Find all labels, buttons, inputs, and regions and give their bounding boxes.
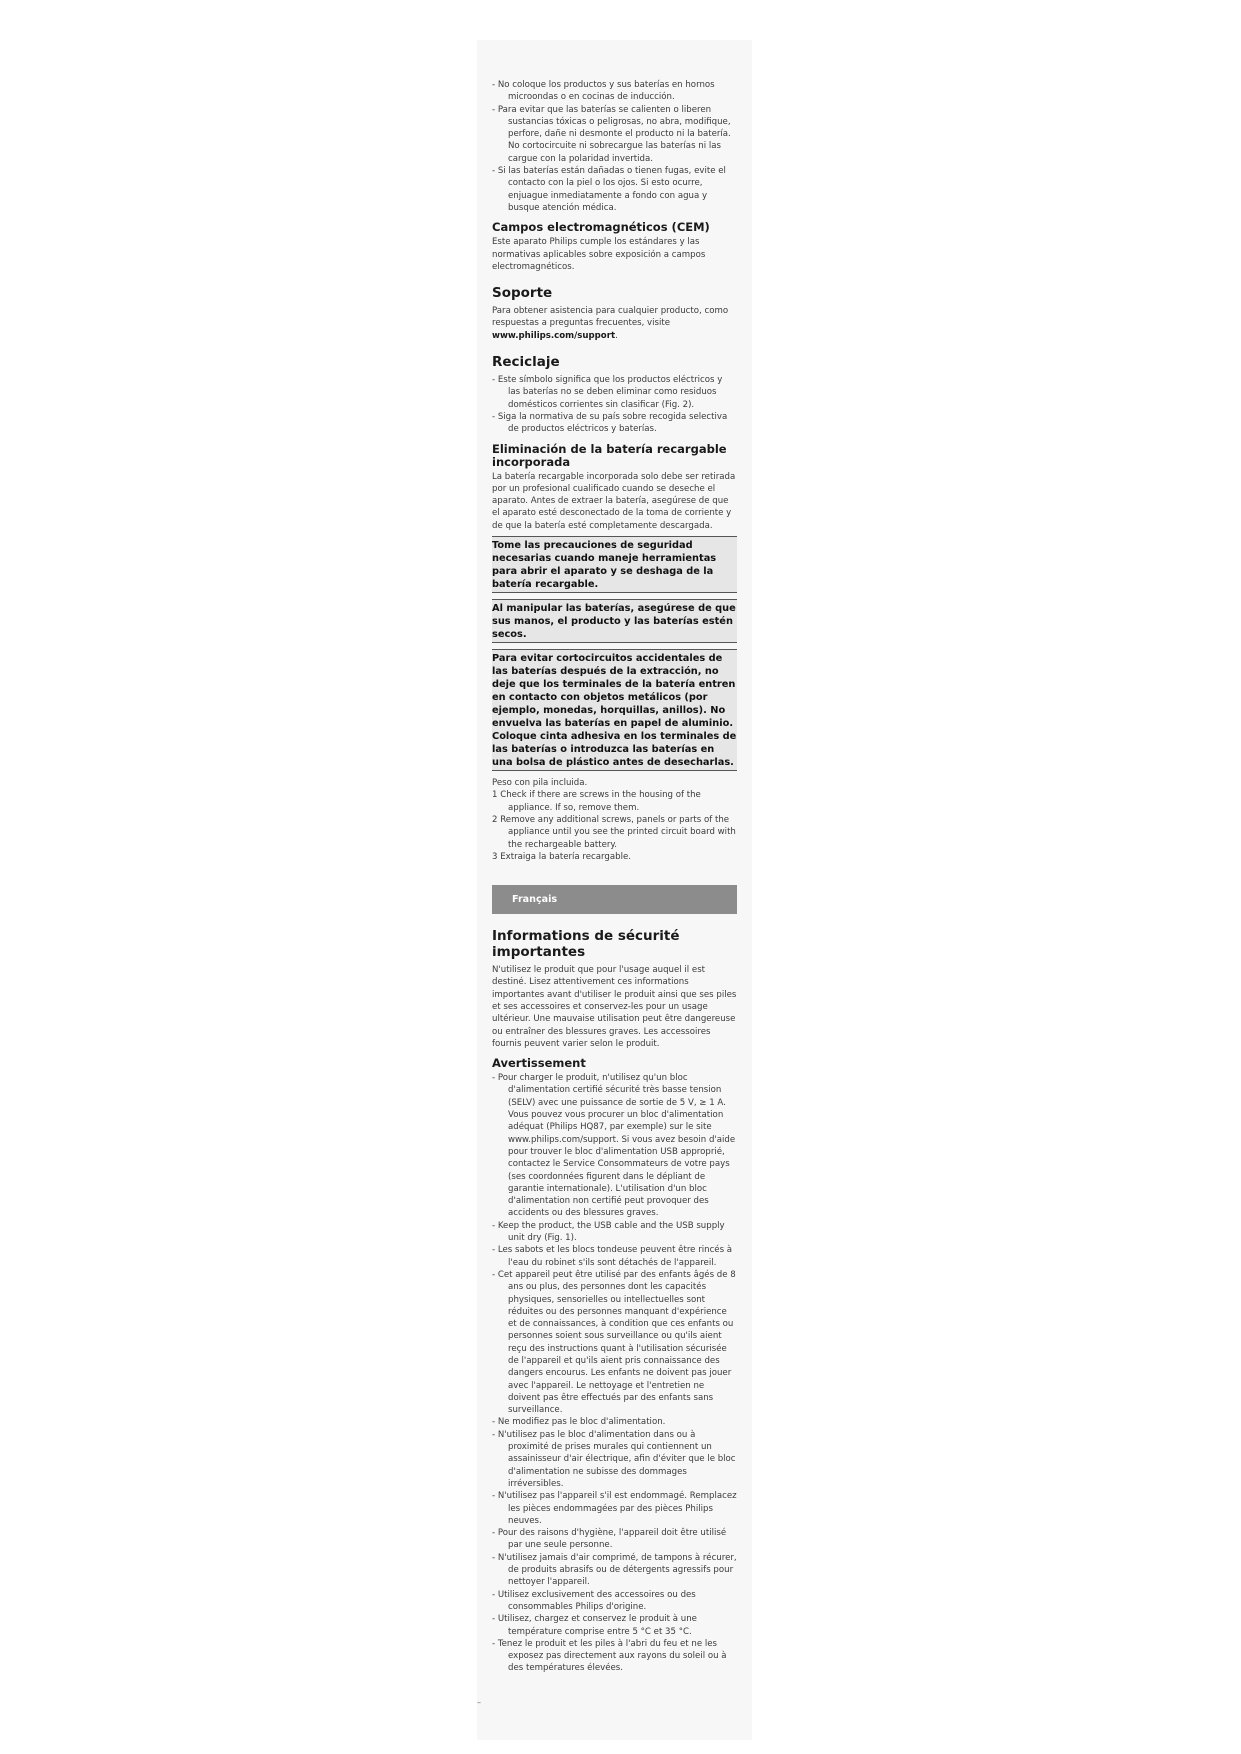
- support-period: .: [615, 330, 618, 341]
- step-item: 2 Remove any additional screws, panels or parts of the appliance until you see the printed circuit board with the rechargeable battery.: [492, 814, 736, 850]
- battery-heading: Eliminación de la batería recargable incorporada: [492, 441, 727, 469]
- list-item: - N'utilisez jamais d'air comprimé, de tampons à récurer, de produits abrasifs ou de détergents agressifs pour nettoyer l'appareil.: [492, 1552, 737, 1588]
- support-text: Para obtener asistencia para cualquier producto, como respuestas a preguntas frecuentes, visite: [492, 306, 729, 329]
- step-item: 3 Extraiga la batería recargable.: [492, 851, 631, 862]
- list-item: - Ne modifiez pas le bloc d'alimentation.: [492, 1417, 666, 1428]
- list-item: - No coloque los productos y sus baterías en hornos microondas o en cocinas de inducción.: [492, 80, 715, 103]
- list-item: - Les sabots et les blocs tondeuse peuvent être rincés à l'eau du robinet s'ils sont détachés de l'appareil.: [492, 1245, 733, 1268]
- list-item: - Si las baterías están dañadas o tienen fugas, evite el contacto con la piel o los ojos. Si esto ocurre, enjuague inmediatamente a fondo con agua y busque atención médica.: [492, 166, 726, 213]
- support-link[interactable]: www.philips.com/support: [492, 330, 616, 341]
- support-heading: Soporte: [492, 285, 553, 302]
- list-item: - Pour des raisons d'hygiène, l'appareil doit être utilisé par une seule personne.: [492, 1528, 727, 1551]
- warning-box: Tome las precauciones de seguridad necesarias cuando maneje herramientas para abrir el aparato y se deshaga de la batería recargable.: [492, 536, 737, 593]
- list-item: - Para evitar que las baterías se calienten o liberen sustancias tóxicas o peligrosas, no abra, modifique, perfore, dañe ni desmonte el producto ni la batería. No cortocircuite ni sobrecargue las baterías ni las cargue con la polaridad invertida.: [492, 104, 731, 164]
- list-item: - Pour charger le produit, n'utilisez qu'un bloc d'alimentation certifié sécurité très basse tension (SELV) avec une puissance de sortie de 5 V, ≥ 1 A. Vous pouvez vous procurer un bloc d'alimentation adéquat (Philips HQ87, par exemple) sur le site www.philips.com/support. Si vous avez besoin d'aide pour trouver le bloc d'alimentation USB approprié, contactez le Service Consommateurs de votre pays (ses coordonnées figurent dans le dépliant de garantie internationale). L'utilisation d'un bloc d'alimentation non certifié peut provoquer des accidents ou des blessures graves.: [492, 1073, 736, 1219]
- list-item: - Este símbolo significa que los productos eléctricos y las baterías no se deben eliminar como residuos domésticos corrientes sin clasificar (Fig. 2).: [492, 375, 723, 410]
- list-item: - Tenez le produit et les piles à l'abri du feu et ne les exposez pas directement aux rayons du soleil ou à des températures élevées.: [492, 1638, 727, 1674]
- list-item: - Utilisez, chargez et conservez le produit à une température comprise entre 5 °C et 35 °C.: [492, 1614, 697, 1637]
- list-item: - Utilisez exclusivement des accessoires ou des consommables Philips d'origine.: [492, 1589, 696, 1612]
- warning-box: Al manipular las baterías, asegúrese de que sus manos, el producto y las baterías estén secos.: [492, 599, 737, 643]
- footer-mark: –: [477, 1698, 481, 1707]
- list-item: - N'utilisez pas le bloc d'alimentation dans ou à proximité de prises murales qui contiennent un assainisseur d'air électrique, afin d'éviter que le bloc d'alimentation ne subisse des dommages irréversibles.: [492, 1429, 736, 1489]
- safety-text: N'utilisez le produit que pour l'usage auquel il est destiné. Lisez attentivement ces informations importantes avant d'utiliser le produit ainsi que ses piles et ses accessoires et conservez-les pour un usage ultérieur. Une mauvaise utilisation peut être dangereuse ou entraîner des blessures graves. Les accessoires fournis peuvent varier selon le produit.: [492, 965, 737, 1049]
- list-item: - Siga la normativa de su país sobre recogida selectiva de productos eléctricos y baterías.: [492, 411, 728, 435]
- list-item: - N'utilisez pas l'appareil s'il est endommagé. Remplacez les pièces endommagées par des pièces Philips neuves.: [492, 1491, 737, 1526]
- weight-text: Peso con pila incluida.: [492, 778, 588, 789]
- emf-text: Este aparato Philips cumple los estándares y las normativas aplicables sobre exposición a campos electromagnéticos.: [492, 237, 706, 272]
- warning-heading: Avertissement: [492, 1056, 586, 1071]
- emf-heading: Campos electromagnéticos (CEM): [492, 220, 710, 235]
- language-section-bar: Français: [492, 885, 737, 914]
- support-paragraph: [492, 305, 737, 342]
- step-item: 1 Check if there are screws in the housing of the appliance. If so, remove them.: [492, 790, 701, 813]
- list-item: - Keep the product, the USB cable and the USB supply unit dry (Fig. 1).: [492, 1220, 725, 1244]
- warning-box: Para evitar cortocircuitos accidentales de las baterías después de la extracción, no deje que los terminales de la batería entren en contacto con objetos metálicos (por ejemplo, monedas, horquillas, anillos). No envuelva las baterías en papel de aluminio. Coloque cinta adhesiva en los terminales de las baterías o introduzca las baterías en una bolsa de plástico antes de desecharlas.: [492, 649, 737, 771]
- recycling-heading: Reciclaje: [492, 354, 560, 371]
- list-item: - Cet appareil peut être utilisé par des enfants âgés de 8 ans ou plus, des personnes dont les capacités physiques, sensorielles ou intellectuelles sont réduites ou des personnes manquant d'expérience et de connaissances, à condition que ces enfants ou personnes soient sous surveillance ou qu'ils aient reçu des instructions quant à l'utilisation sécurisée de l'appareil et qu'ils aient pris connaissance des dangers encourus. Les enfants ne doivent pas jouer avec l'appareil. Le nettoyage et l'entretien ne doivent pas être effectués par des enfants sans surveillance.: [492, 1269, 736, 1416]
- battery-text: La batería recargable incorporada solo debe ser retirada por un profesional cualificado cuando se deseche el aparato. Antes de extraer la batería, asegúrese de que el aparato esté desconectado de la toma de corriente y de que la batería esté completamente descargada.: [492, 471, 736, 531]
- document-column: [492, 79, 737, 1675]
- safety-heading: Informations de sécurité importantes: [492, 928, 680, 961]
